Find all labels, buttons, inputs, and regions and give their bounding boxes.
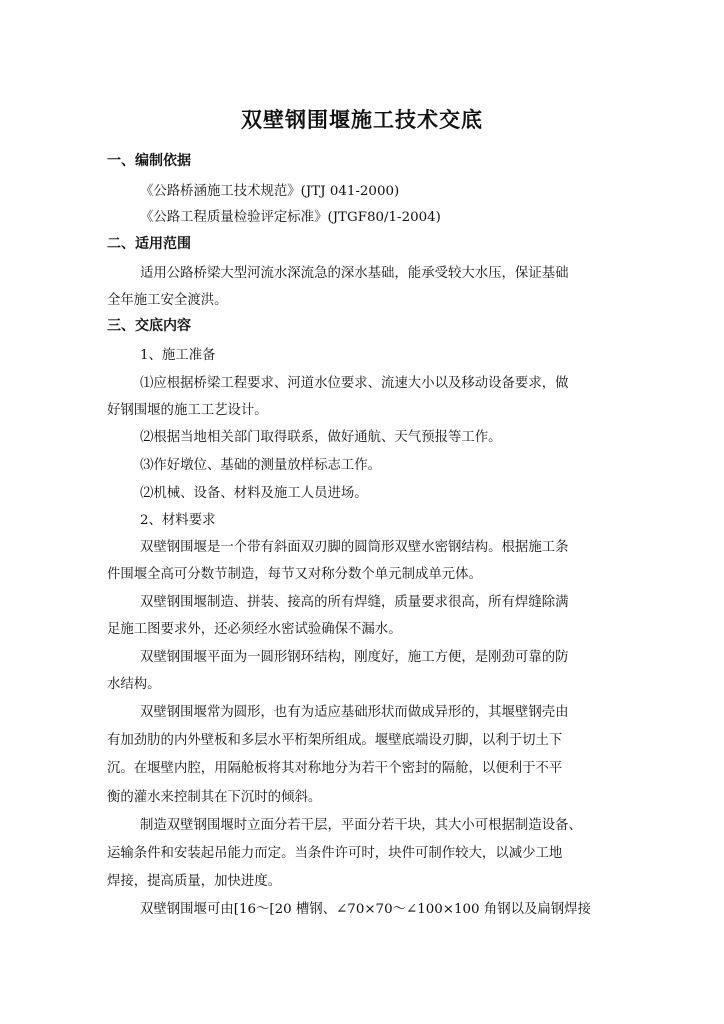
section-heading-basis: 一、编制依据 xyxy=(107,153,191,169)
paragraph-line: 双壁钢围堰平面为一圆形钢环结构，刚度好，施工方便，是刚劲可靠的防 xyxy=(140,650,569,665)
subheading-materials: 2、材料要求 xyxy=(140,513,216,528)
paragraph-line: 双壁钢围堰是一个带有斜面双刃脚的圆筒形双壁水密钢结构。根据施工条 xyxy=(140,540,569,555)
paragraph-line: 水结构。 xyxy=(107,677,161,692)
paragraph-line: 双壁钢围堰可由[16～[20 槽钢、∠70×70～∠100×100 角钢以及扁钢焊接 xyxy=(140,902,591,917)
paragraph-line: 足施工图要求外，还必须经水密试验确保不漏水。 xyxy=(107,622,402,637)
prep-item: ⑴应根据桥梁工程要求、河道水位要求、流速大小以及移动设备要求，做 xyxy=(140,376,569,391)
prep-item: 好钢围堰的施工工艺设计。 xyxy=(107,403,268,418)
section-heading-scope: 二、适用范围 xyxy=(107,236,191,252)
document-title: 双壁钢围堰施工技术交底 xyxy=(241,108,483,132)
paragraph-line: 运输条件和安装起吊能力而定。当条件许可时，块件可制作较大，以减少工地 xyxy=(107,846,563,861)
paragraph-line: 焊接，提高质量，加快进度。 xyxy=(107,874,282,889)
prep-item: ⑵根据当地相关部门取得联系，做好通航、天气预报等工作。 xyxy=(140,430,502,445)
prep-item: ⑶作好墩位、基础的测量放样标志工作。 xyxy=(140,458,382,473)
paragraph-line: 有加劲肋的内外壁板和多层水平桁架所组成。堰壁底端设刃脚，以利于切土下 xyxy=(107,733,563,748)
subheading-preparation: 1、施工准备 xyxy=(140,348,216,363)
basis-item: 《公路工程质量检验评定标准》(JTGF80/1-2004) xyxy=(140,210,441,225)
paragraph-line: 衡的灌水来控制其在下沉时的倾斜。 xyxy=(107,790,322,805)
paragraph-line: 沉。在堰壁内腔，用隔舱板将其对称地分为若干个密封的隔舱，以便利于不平 xyxy=(107,761,563,776)
prep-item: ⑵机械、设备、材料及施工人员进场。 xyxy=(140,486,368,501)
basis-item: 《公路桥涵施工技术规范》(JTJ 041-2000) xyxy=(140,184,400,199)
paragraph-line: 双壁钢围堰常为圆形，也有为适应基础形状而做成异形的，其堰壁钢壳由 xyxy=(140,705,569,720)
scope-line: 全年施工安全渡洪。 xyxy=(107,293,228,308)
section-heading-content: 三、交底内容 xyxy=(107,318,191,334)
paragraph-line: 件围堰全高可分数节制造，每节又对称分数个单元制成单元体。 xyxy=(107,567,482,582)
paragraph-line: 双壁钢围堰制造、拼装、接高的所有焊缝，质量要求很高，所有焊缝除满 xyxy=(140,595,569,610)
scope-line: 适用公路桥梁大型河流水深流急的深水基础，能承受较大水压，保证基础 xyxy=(140,266,569,281)
paragraph-line: 制造双壁钢围堰时立面分若干层，平面分若干块，其大小可根据制造设备、 xyxy=(140,818,582,833)
